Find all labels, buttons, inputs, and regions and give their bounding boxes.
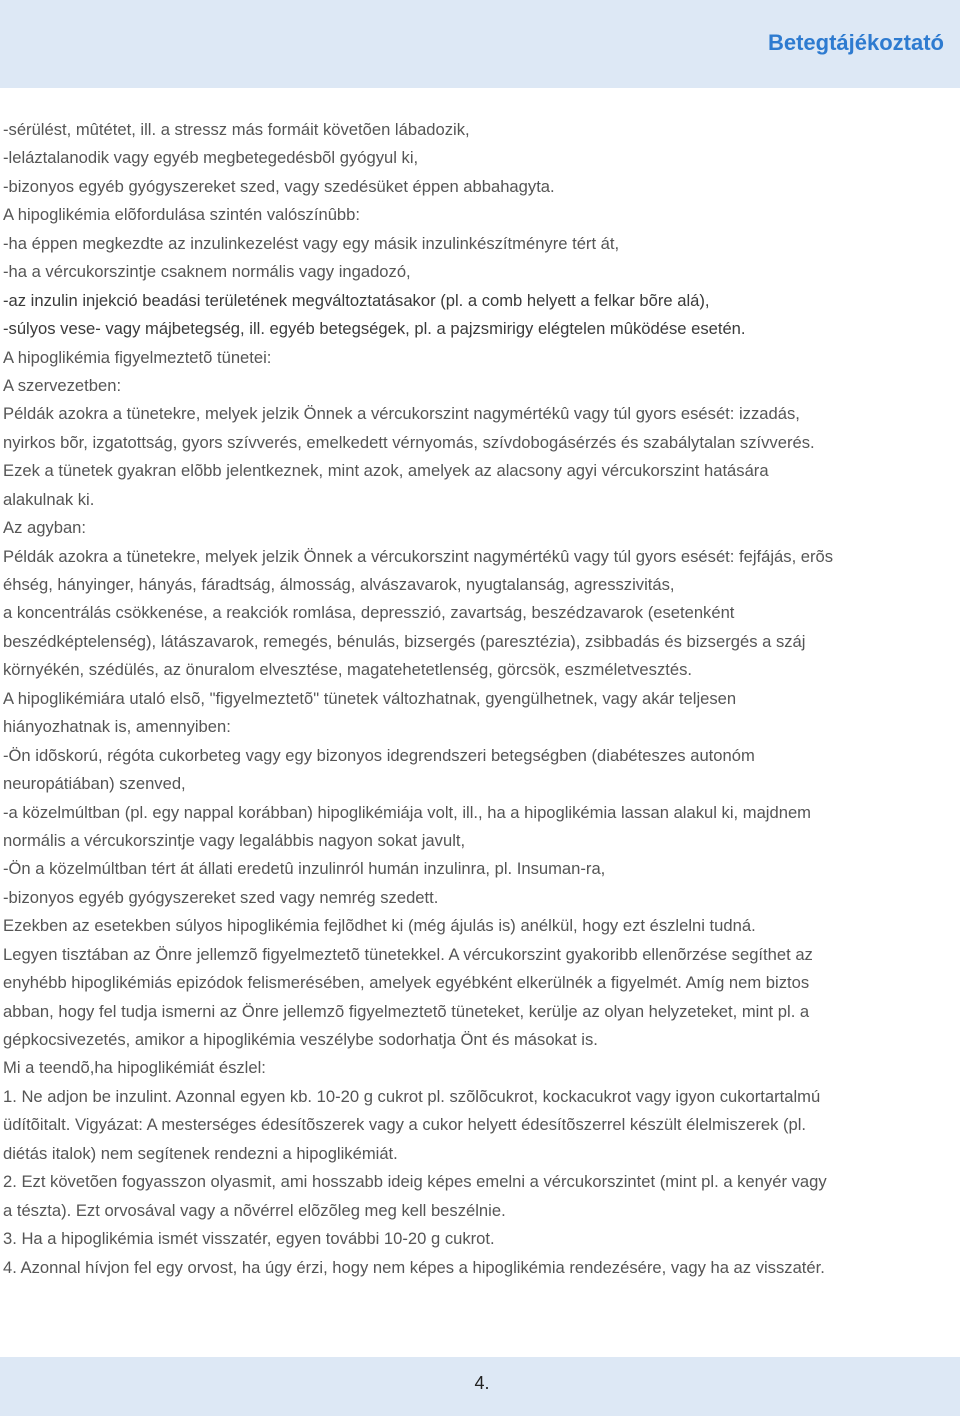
text-line: -bizonyos egyéb gyógyszereket szed, vagy szedésüket éppen abbahagyta. [3, 176, 555, 196]
page-header [0, 0, 960, 88]
text-line: -leláztalanodik vagy egyéb megbetegedésbõl gyógyul ki, [3, 148, 419, 168]
text-line: gépkocsivezetés, amikor a hipoglikémia veszélybe sodorhatja Önt és másokat is. [3, 1030, 598, 1049]
text-line: Legyen tisztában az Önre jellemzõ figyelmeztetõ tünetekkel. A vércukorszint gyakoribb ellenõrzése segíthet az [3, 944, 813, 964]
text-line: normális a vércukorszintje vagy legalábbis nagyon sokat javult, [3, 830, 466, 850]
subsection-heading: Az agyban: [3, 518, 87, 538]
text-line: A hipoglikémia elõfordulása szintén valószínûbb: [3, 205, 360, 225]
section-heading: Mi a teendõ,ha hipoglikémiát észlel: [3, 1058, 266, 1078]
text-line: -bizonyos egyéb gyógyszereket szed vagy nemrég szedett. [3, 887, 439, 907]
text-line: környékén, szédülés, az önuralom elvesztése, magatehetetlenség, görcsök, eszméletvesztés. [3, 660, 692, 680]
text-line: -ha a vércukorszintje csaknem normális vagy ingadozó, [3, 262, 411, 282]
page-number: 4. [474, 1373, 490, 1393]
text-line: -Ön a közelmúltban tért át állati eredetû inzulinról humán inzulinra, pl. Insuman-ra, [3, 859, 606, 879]
subsection-heading: A szervezetben: [3, 375, 122, 395]
text-line: -sérülést, mûtétet, ill. a stressz más formáit követõen lábadozik, [3, 120, 470, 139]
text-line: Példák azokra a tünetekre, melyek jelzik Önnek a vércukorszint nagymértékû vagy túl gyors esését: fejfájás, erõs [3, 546, 834, 566]
text-line: enyhébb hipoglikémiás epizódok felismerésében, amelyek egyébként elkerülnék a figyelmét. Amíg nem biztos [3, 973, 810, 993]
text-line: Ezekben az esetekben súlyos hipoglikémia fejlõdhet ki (még ájulás is) anélkül, hogy ezt észlelni tudná. [3, 916, 756, 936]
text-line: Példák azokra a tünetekre, melyek jelzik Önnek a vércukorszint nagymértékû vagy túl gyors esését: izzadás, [3, 404, 800, 424]
text-line: -a közelmúltban (pl. egy nappal korábban) hipoglikémiája volt, ill., ha a hipoglikémia lassan alakul ki, majdnem [3, 802, 811, 822]
text-line: 4. Azonnal hívjon fel egy orvost, ha úgy érzi, hogy nem képes a hipoglikémia rendezésére, vagy ha az visszatér. [3, 1257, 825, 1277]
text-line: nyirkos bõr, izgatottság, gyors szívverés, emelkedett vérnyomás, szívdobogásérzés és szabálytalan szívverés. [3, 432, 815, 452]
text-line: üdítõitalt. Vigyázat: A mesterséges édesítõszerek vagy a cukor helyett édesítõszerrel készült élelmiszerek (pl. [3, 1115, 807, 1135]
text-line: -az inzulin injekció beadási területének megváltoztatásakor (pl. a comb helyett a felkar bõre alá), [3, 290, 710, 310]
section-heading: A hipoglikémia figyelmeztetõ tünetei: [3, 347, 272, 367]
text-line: 1. Ne adjon be inzulint. Azonnal egyen kb. 10-20 g cukrot pl. szõlõcukrot, kockacukrot vagy igyon cukortartalmú [3, 1086, 821, 1106]
text-line: Ezek a tünetek gyakran elõbb jelentkeznek, mint azok, amelyek az alacsony agyi vércukorszint hatására [3, 461, 769, 481]
text-line: neuropátiában) szenved, [3, 774, 186, 794]
text-line: 2. Ezt követõen fogyasszon olyasmit, ami hosszabb ideig képes emelni a vércukorszintet (mint pl. a kenyér vagy [3, 1172, 827, 1192]
text-line: éhség, hányinger, hányás, fáradtság, álmosság, alvászavarok, nyugtalanság, agresszivitás, [3, 575, 675, 594]
text-line: 3. Ha a hipoglikémia ismét visszatér, egyen további 10-20 g cukrot. [3, 1229, 495, 1249]
text-line: -ha éppen megkezdte az inzulinkezelést vagy egy másik inzulinkészítményre tért át, [3, 233, 620, 253]
text-line: -súlyos vese- vagy májbetegség, ill. egyéb betegségek, pl. a pajzsmirigy elégtelen mûködése esetén. [3, 319, 746, 339]
text-line: a koncentrálás csökkenése, a reakciók romlása, depresszió, zavartság, beszédzavarok (esetenként [3, 603, 735, 623]
text-line: hiányozhatnak is, amennyiben: [3, 717, 231, 737]
document-body [3, 116, 957, 1282]
text-line: beszédképtelenség), látászavarok, remegés, bénulás, bizsergés (paresztézia), zsibbadás és bizsergés a száj [3, 631, 806, 651]
page-footer [0, 1357, 960, 1416]
text-line: alakulnak ki. [3, 489, 95, 509]
text-line: diétás italok) nem segítenek rendezni a hipoglikémiát. [3, 1143, 398, 1163]
text-line: a tészta). Ezt orvosával vagy a nõvérrel elõzõleg meg kell beszélnie. [3, 1200, 506, 1220]
text-line: -Ön idõskorú, régóta cukorbeteg vagy egy bizonyos idegrendszeri betegségben (diabéteszes autonóm [3, 745, 755, 765]
text-line: A hipoglikémiára utaló elsõ, "figyelmeztetõ" tünetek változhatnak, gyengülhetnek, vagy akár teljesen [3, 688, 737, 708]
header-title: Betegtájékoztató [767, 30, 944, 55]
text-line: abban, hogy fel tudja ismerni az Önre jellemzõ figyelmeztetõ tüneteket, kerülje az olyan helyzeteket, mint pl. a [3, 1001, 810, 1021]
